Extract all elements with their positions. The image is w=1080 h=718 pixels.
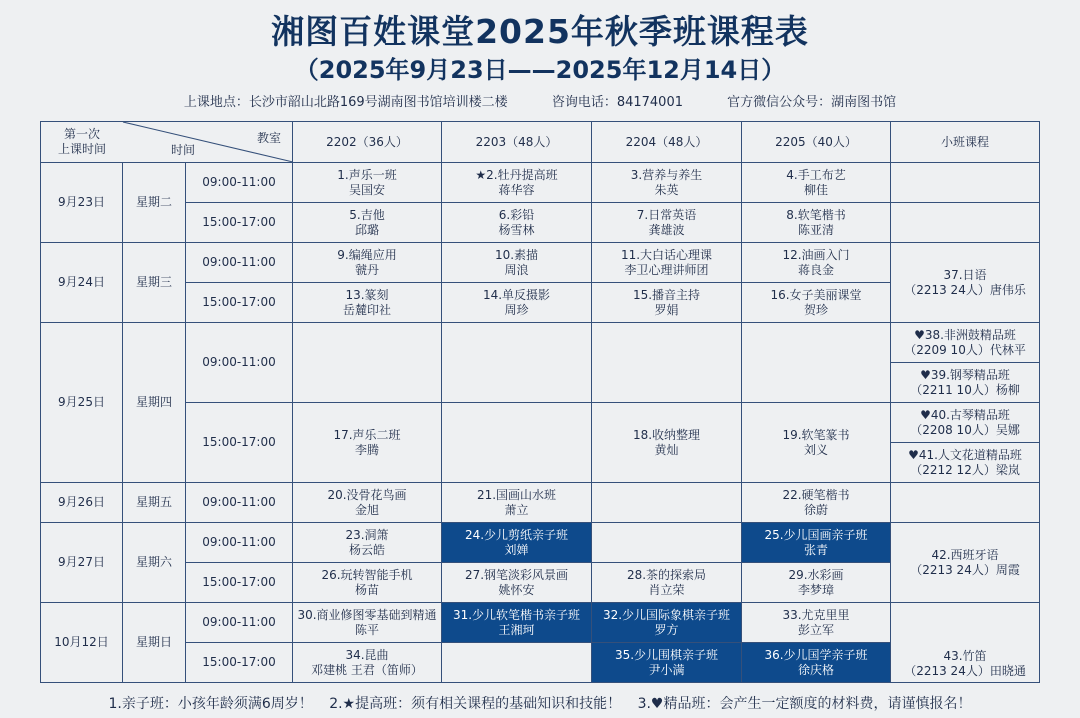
course-name: 8.软笔楷书 — [786, 207, 846, 222]
parent-child-course-cell — [442, 603, 592, 643]
course-teacher: 周浪 — [504, 262, 529, 277]
date-cell: 9月23日 — [41, 163, 123, 243]
course-name: 12.油画入门 — [782, 247, 850, 262]
course-cell — [742, 563, 891, 603]
course-teacher: 岳麓印社 — [343, 302, 392, 317]
weekday-cell: 星期日 — [123, 603, 186, 683]
course-name: 33.尤克里里 — [782, 607, 850, 622]
course-teacher: 肖立荣 — [648, 582, 685, 597]
header-row — [41, 122, 1040, 163]
course-name: 22.硬笔楷书 — [782, 487, 850, 502]
course-cell — [742, 163, 891, 203]
course-name: 5.吉他 — [349, 207, 385, 222]
course-name: 24.少儿剪纸亲子班 — [464, 527, 569, 542]
course-teacher: 罗方 — [654, 622, 679, 637]
course-teacher: 杨苗 — [355, 582, 380, 597]
course-name: 42.西班牙语 — [931, 547, 999, 562]
note-parent-child: 1.亲子班：小孩年龄须满6周岁！ — [108, 696, 313, 712]
course-teacher: 杨雪林 — [498, 222, 535, 237]
time-slot-cell: 15:00-17:00 — [186, 403, 293, 483]
course-teacher: 陈亚清 — [798, 222, 835, 237]
course-name: 32.少儿国际象棋亲子班 — [602, 607, 731, 622]
empty-cell — [891, 483, 1040, 523]
course-cell — [592, 163, 742, 203]
course-name: 17.声乐二班 — [333, 427, 401, 442]
course-name: 31.少儿软笔楷书亲子班 — [452, 607, 581, 622]
table-row — [41, 643, 1040, 683]
course-cell — [293, 563, 442, 603]
wechat-text: 官方微信公众号：湖南图书馆 — [727, 95, 897, 110]
course-cell — [293, 203, 442, 243]
course-teacher: 刘义 — [804, 442, 829, 457]
table-row — [41, 563, 1040, 603]
page-title: 湘图百姓课堂2025年秋季班课程表 — [271, 12, 809, 51]
course-teacher: 刘婵 — [504, 542, 529, 557]
empty-cell — [442, 643, 592, 683]
first-class-header — [41, 127, 123, 157]
course-teacher: 龚雄波 — [648, 222, 685, 237]
course-name: 35.少儿围棋亲子班 — [614, 647, 719, 662]
course-teacher: （2213 24人）唐伟乐 — [904, 282, 1026, 297]
course-cell — [742, 203, 891, 243]
course-name: 36.少儿国学亲子班 — [764, 647, 868, 662]
course-teacher: 王湘珂 — [498, 622, 535, 637]
table-row — [41, 603, 1040, 643]
course-teacher: （2208 10人）吴娜 — [910, 422, 1020, 437]
course-teacher: 萧立 — [504, 502, 529, 517]
weekday-cell: 星期二 — [123, 163, 186, 243]
room-header-2205: 2205（40人） — [742, 122, 891, 163]
date-cell: 10月12日 — [41, 603, 123, 683]
parent-child-course-cell — [742, 523, 891, 563]
time-slot-cell: 15:00-17:00 — [186, 283, 293, 323]
course-teacher: 张青 — [804, 542, 829, 557]
course-name: 14.单反摄影 — [482, 287, 551, 302]
course-cell — [891, 363, 1040, 403]
note-premium: 3.♥精品班：会产生一定额度的材料费，请谨慎报名！ — [637, 696, 972, 712]
course-name: ♥38.非洲鼓精品班 — [914, 327, 1016, 342]
time-slot-cell: 09:00-11:00 — [186, 323, 293, 403]
time-slot-cell: 15:00-17:00 — [186, 203, 293, 243]
course-teacher: 周珍 — [504, 302, 529, 317]
course-teacher: 姚怀安 — [498, 582, 535, 597]
course-name: 18.收纳整理 — [632, 427, 701, 442]
course-cell — [293, 163, 442, 203]
date-cell: 9月24日 — [41, 243, 123, 323]
weekday-cell: 星期四 — [123, 323, 186, 483]
course-cell — [742, 403, 891, 483]
table-row — [41, 483, 1040, 523]
course-teacher: 吴国安 — [349, 182, 386, 197]
course-cell — [293, 483, 442, 523]
course-teacher: 朱英 — [654, 182, 679, 197]
time-slot-cell: 09:00-11:00 — [186, 243, 293, 283]
course-cell — [293, 603, 442, 643]
parent-child-course-cell — [592, 603, 742, 643]
schedule-table — [40, 121, 1040, 683]
course-cell — [592, 403, 742, 483]
course-cell — [293, 243, 442, 283]
course-name: 15.播音主持 — [632, 287, 701, 302]
time-slot-cell: 09:00-11:00 — [186, 163, 293, 203]
course-cell — [592, 283, 742, 323]
table-row — [41, 163, 1040, 203]
course-teacher: 李卫心理讲师团 — [624, 262, 709, 277]
date-cell: 9月26日 — [41, 483, 123, 523]
empty-cell — [742, 323, 891, 403]
table-row — [41, 403, 1040, 443]
course-teacher: 李梦璋 — [798, 582, 835, 597]
course-name: 13.篆刻 — [345, 287, 389, 302]
course-name: 4.手工布艺 — [786, 167, 846, 182]
course-teacher: 贺珍 — [804, 302, 829, 317]
table-row — [41, 203, 1040, 243]
course-cell — [592, 563, 742, 603]
course-name: 27.钢笔淡彩风景画 — [464, 567, 569, 582]
time-slot-cell: 15:00-17:00 — [186, 563, 293, 603]
note-advanced: 2.★提高班：须有相关课程的基础知识和技能！ — [329, 696, 622, 712]
course-name: 25.少儿国画亲子班 — [764, 527, 868, 542]
course-name: 23.洞箫 — [345, 527, 389, 542]
course-cell — [592, 203, 742, 243]
time-slot-cell: 09:00-11:00 — [186, 483, 293, 523]
info-line — [0, 91, 1080, 110]
table-row — [41, 323, 1040, 363]
course-cell — [742, 603, 891, 643]
date-cell: 9月25日 — [41, 323, 123, 483]
course-teacher: 罗娟 — [654, 302, 679, 317]
course-name: 6.彩铅 — [498, 207, 535, 222]
course-name: 3.营养与养生 — [630, 167, 703, 182]
empty-cell — [891, 203, 1040, 243]
course-teacher: （2212 12人）梁岚 — [910, 462, 1020, 477]
time-slot-cell: 15:00-17:00 — [186, 643, 293, 683]
course-cell — [293, 643, 442, 683]
course-teacher: （2213 24人）田晓通 — [904, 664, 1026, 678]
parent-child-course-cell — [742, 643, 891, 683]
course-name: 11.大白话心理课 — [620, 247, 713, 262]
course-cell — [442, 563, 592, 603]
room-header-2204: 2204（48人） — [592, 122, 742, 163]
course-teacher: （2209 10人）代林平 — [904, 342, 1026, 357]
course-teacher: 金旭 — [355, 502, 380, 517]
course-teacher: 彭立军 — [798, 622, 835, 637]
course-teacher: 柳佳 — [804, 182, 829, 197]
phone-text: 咨询电话：84174001 — [551, 95, 683, 110]
course-cell — [442, 483, 592, 523]
empty-cell — [592, 523, 742, 563]
weekday-cell: 星期三 — [123, 243, 186, 323]
course-cell — [293, 523, 442, 563]
weekday-cell: 星期五 — [123, 483, 186, 523]
course-teacher: （2211 10人）杨柳 — [910, 382, 1020, 397]
room-header-2203: 2203（48人） — [442, 122, 592, 163]
first-class-line2: 上课时间 — [57, 142, 106, 156]
course-teacher: 李腾 — [355, 442, 380, 457]
course-name: 9.编绳应用 — [337, 247, 397, 262]
room-header-small: 小班课程 — [891, 122, 1040, 163]
empty-cell — [891, 163, 1040, 203]
parent-child-course-cell — [442, 523, 592, 563]
table-row — [41, 283, 1040, 323]
table-row — [41, 243, 1040, 283]
course-name: 28.茶的探索局 — [626, 567, 707, 582]
course-name: 16.女子美丽课堂 — [770, 287, 862, 302]
course-cell — [891, 323, 1040, 363]
course-name: ♥41.人文花道精品班 — [908, 447, 1022, 462]
course-name: 43.竹笛 — [943, 649, 987, 663]
course-cell — [442, 283, 592, 323]
parent-child-course-cell — [592, 643, 742, 683]
date-cell: 9月27日 — [41, 523, 123, 603]
course-name: 10.素描 — [494, 247, 539, 262]
course-cell — [592, 243, 742, 283]
course-teacher: 黄灿 — [654, 442, 679, 457]
course-cell — [442, 203, 592, 243]
course-name: 1.声乐一班 — [337, 167, 397, 182]
footer-notes — [0, 693, 1080, 713]
location-text: 上课地点：长沙市韶山北路169号湖南图书馆培训楼二楼 — [183, 95, 508, 110]
course-teacher: 虢丹 — [355, 262, 380, 277]
course-name: 19.软笔篆书 — [782, 427, 850, 442]
course-teacher: 杨云皓 — [349, 542, 386, 557]
course-teacher: 邱璐 — [355, 222, 380, 237]
time-slot-cell: 09:00-11:00 — [186, 603, 293, 643]
time-slot-cell: 09:00-11:00 — [186, 523, 293, 563]
course-teacher: 蒋良金 — [798, 262, 835, 277]
course-teacher: 徐庆格 — [798, 662, 835, 677]
course-cell — [891, 243, 1040, 323]
course-cell — [891, 443, 1040, 483]
course-cell — [891, 403, 1040, 443]
table-row — [41, 523, 1040, 563]
course-name: 7.日常英语 — [636, 207, 697, 222]
course-teacher: 陈平 — [355, 622, 380, 637]
course-name: ♥40.古琴精品班 — [920, 407, 1010, 422]
room-header-2202: 2202（36人） — [293, 122, 442, 163]
empty-cell — [592, 323, 742, 403]
empty-cell — [293, 323, 442, 403]
course-teacher: （2213 24人）周霞 — [910, 562, 1020, 577]
course-name: 21.国画山水班 — [476, 487, 557, 502]
corner-header-cell — [41, 122, 293, 163]
course-teacher: 蒋华容 — [498, 182, 535, 197]
course-cell — [742, 483, 891, 523]
course-teacher: 徐蔚 — [804, 502, 829, 517]
course-cell — [293, 403, 442, 483]
course-cell — [442, 163, 592, 203]
course-name: 37.日语 — [943, 267, 987, 282]
course-cell — [742, 283, 891, 323]
time-header: 时间 — [171, 143, 196, 157]
empty-cell — [442, 403, 592, 483]
course-name: ★2.牡丹提高班 — [475, 167, 558, 182]
course-cell — [442, 243, 592, 283]
course-cell — [293, 283, 442, 323]
course-name: 20.没骨花鸟画 — [327, 487, 407, 502]
course-name: 34.昆曲 — [345, 647, 389, 662]
course-name: 30.商业修图零基础到精通 — [297, 607, 437, 622]
course-cell — [891, 603, 1040, 683]
course-cell — [742, 243, 891, 283]
course-name: ♥39.钢琴精品班 — [920, 367, 1010, 382]
first-class-line1: 第一次 — [63, 127, 100, 141]
empty-cell — [592, 483, 742, 523]
course-name: 26.玩转智能手机 — [321, 567, 413, 582]
course-teacher: 邓建桃 王君（笛师） — [311, 662, 423, 677]
course-cell — [891, 523, 1040, 603]
weekday-cell: 星期六 — [123, 523, 186, 603]
date-range-subtitle: （2025年9月23日——2025年12月14日） — [294, 56, 786, 84]
empty-cell — [442, 323, 592, 403]
course-name: 29.水彩画 — [788, 567, 844, 582]
course-teacher: 尹小满 — [648, 662, 685, 677]
classroom-header: 教室 — [257, 131, 282, 145]
